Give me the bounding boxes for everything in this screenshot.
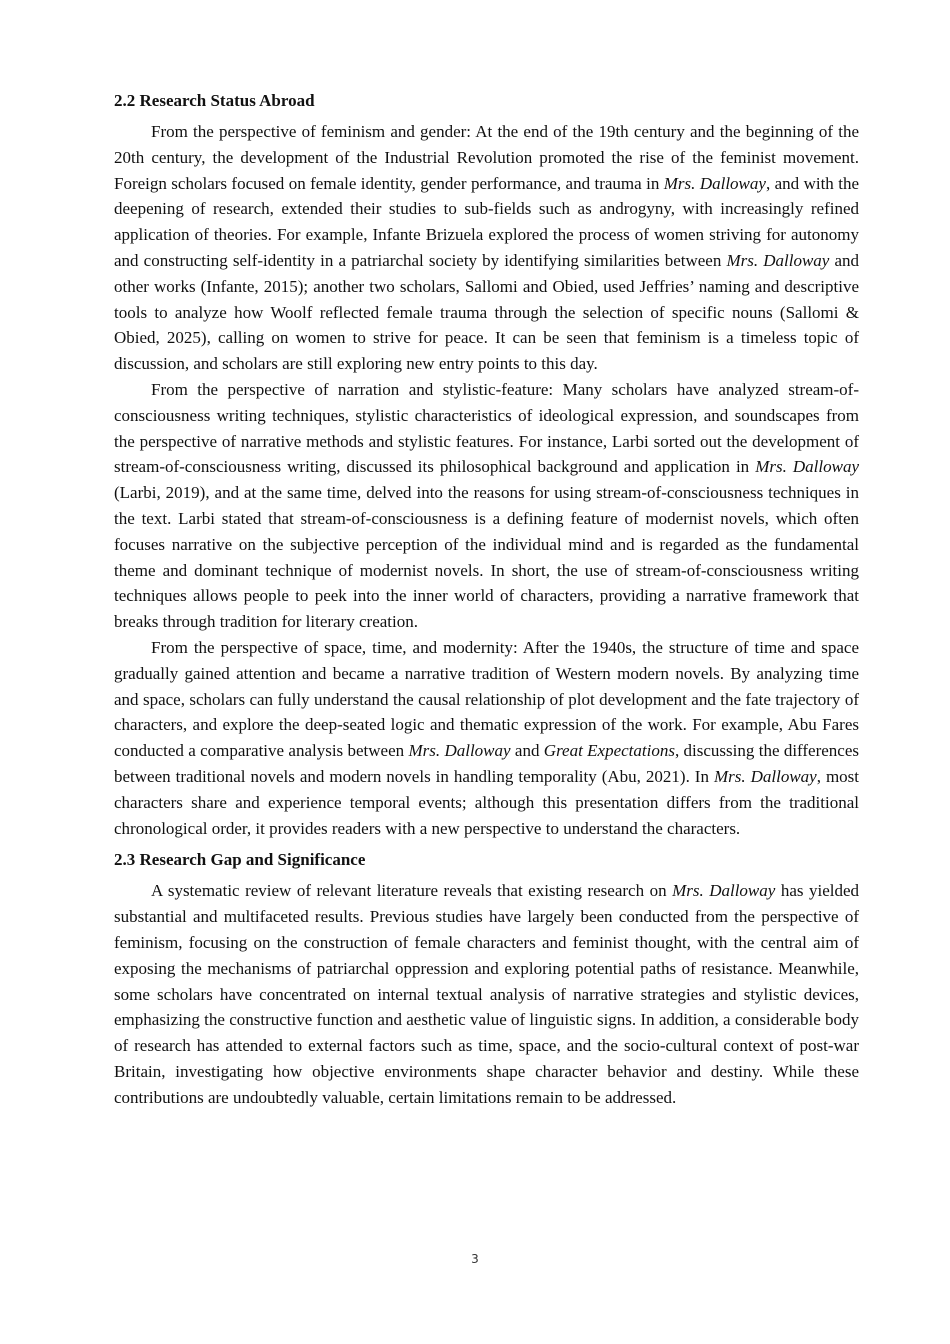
paragraph: A systematic review of relevant literature reveals that existing research on Mrs. Dalloway has yielded substantial and multifaceted results. Previous studies have largely been conducted from the perspective of feminism, focusing on the construction of female characters and feminist thought, with the central aim of exposing the mechanisms of patriarchal oppression and exploring potential paths of resistance. Meanwhile, some scholars have concentrated on internal textual analysis of narrative strategies and stylistic devices, emphasizing the constructive function and aesthetic value of linguistic signs. In addition, a considerable body of research has attended to external factors such as time, space, and the socio-cultural context of post-war Britain, investigating how objective environments shape character behavior and destiny. While these contributions are undoubtedly valuable, certain limitations remain to be addressed.: [114, 881, 860, 1107]
italic-title: Mrs. Dalloway: [713, 766, 817, 786]
paragraph: From the perspective of space, time, and modernity: After the 1940s, the structure of time and space gradually gained attention and became a narrative tradition of Western modern novels. By analyzing time and space, scholars can fully understand the causal relationship of plot development and the fate trajectory of characters, and explore the deep-seated logic and thematic expression of the work. For example, Abu Fares conducted a comparative analysis between Mrs. Dalloway and Great Expectations, discussing the differences between traditional novels and modern novels in handling temporality (Abu, 2021). In Mrs. Dalloway, most characters share and experience temporal events; although this presentation differs from the traditional chronological order, it provides readers with a new perspective to understand the characters.: [114, 637, 860, 838]
section-heading: 2.3 Research Gap and Significance: [114, 850, 366, 870]
paragraph: From the perspective of narration and stylistic-feature: Many scholars have analyzed stream-of-consciousness writing techniques, stylistic characteristics of ideological expression, and soundscapes from the perspective of narrative methods and stylistic features. For instance, Larbi sorted out the development of stream-of-consciousness writing, discussed its philosophical background and application in Mrs. Dalloway (Larbi, 2019), and at the same time, delved into the reasons for using stream-of-consciousness techniques in the text. Larbi stated that stream-of-consciousness is a defining feature of modernist novels, which often focuses narrative on the subjective perception of the individual mind and is regarded as the fundamental theme and dominant technique of modernist novels. In short, the use of stream-of-consciousness writing techniques allows people to peek into the inner world of characters, providing a narrative framework that breaks through tradition for literary creation.: [114, 379, 859, 632]
document-page: [114, 88, 859, 1110]
italic-title: Mrs. Dalloway: [408, 741, 511, 761]
italic-title: Mrs. Dalloway: [672, 881, 776, 901]
section-heading: 2.2 Research Status Abroad: [114, 91, 315, 110]
paragraph: From the perspective of feminism and gender: At the end of the 19th century and the beginning of the 20th century, the development of the Industrial Revolution promoted the rise of the feminist movement. Foreign scholars focused on female identity, gender performance, and trauma in Mrs. Dalloway, and with the deepening of research, extended their studies to sub-fields such as androgyny, with increasingly refined application of theories. For example, Infante Brizuela explored the process of women striving for autonomy and constructing self-identity in a patriarchal society by identifying similarities between Mrs. Dalloway and other works (Infante, 2015); another two scholars, Sallomi and Obied, used Jeffries’ naming and descriptive tools to analyze how Woolf reflected female trauma through the selection of specific nouns (Sallomi & Obied, 2025), calling on women to strive for peace. It can be seen that feminism is a timeless topic of discussion, and scholars are still exploring new entry points to this day.: [114, 122, 859, 374]
italic-title: Mrs. Dalloway: [663, 173, 766, 193]
italic-title: Mrs. Dalloway: [726, 250, 830, 270]
page-number: 3: [471, 1252, 479, 1266]
italic-title: Great Expectations: [543, 741, 675, 761]
italic-title: Mrs. Dalloway: [755, 457, 859, 477]
